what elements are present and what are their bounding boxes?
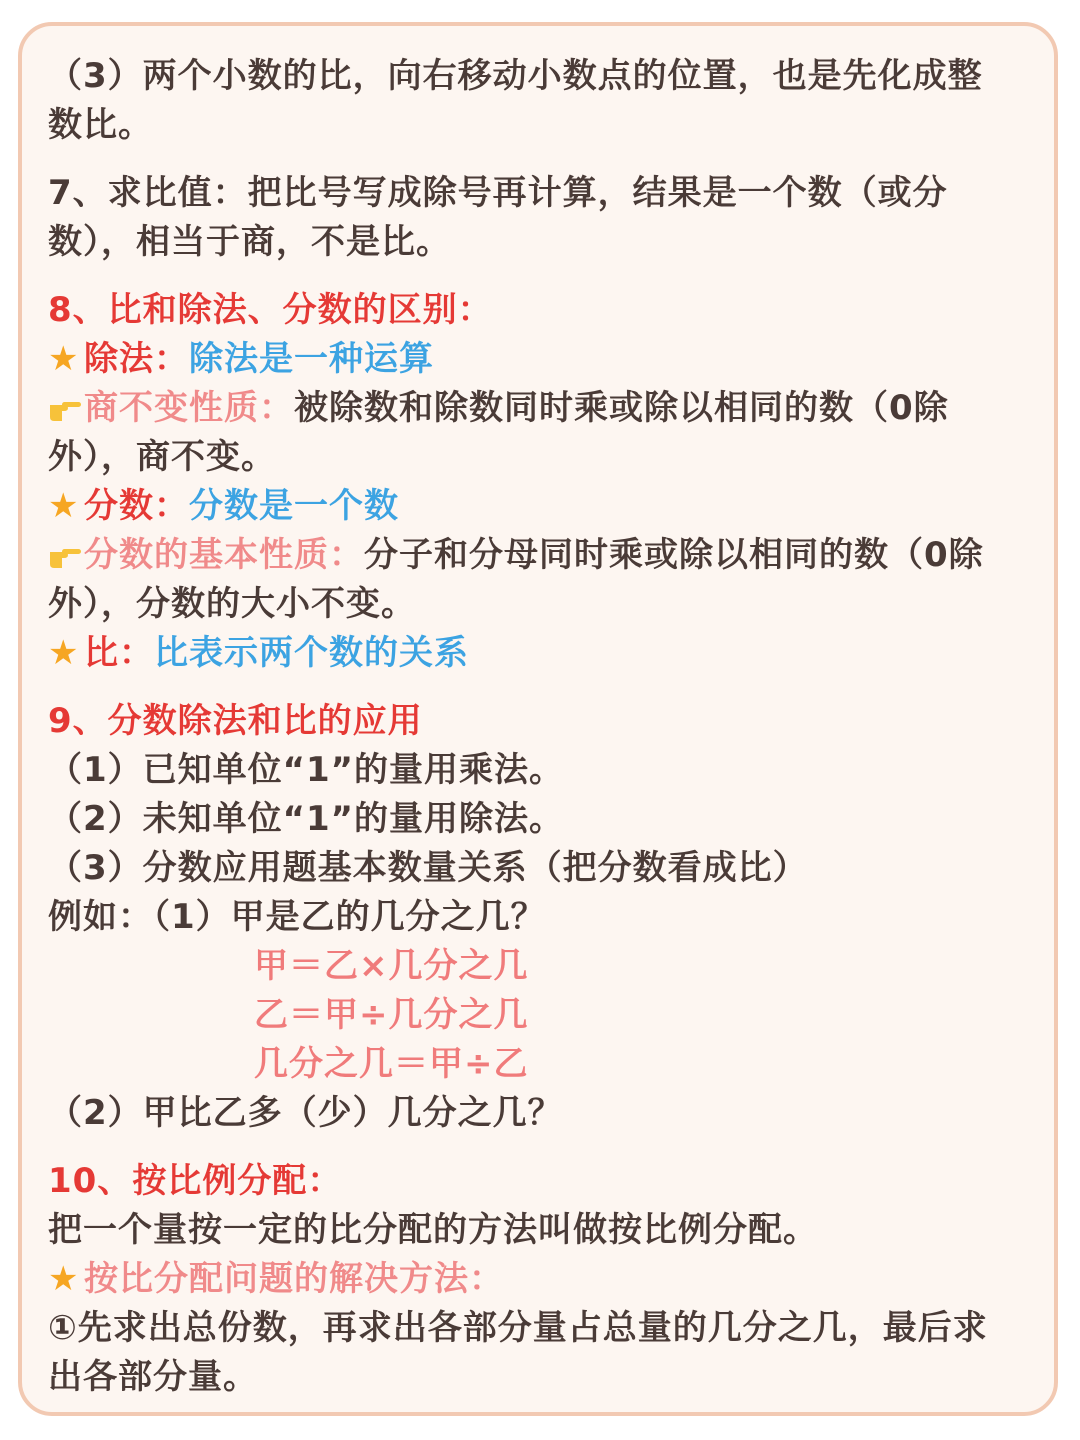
formula-1: 甲＝乙×几分之几 bbox=[254, 946, 529, 986]
ratio-label: 比： bbox=[84, 633, 154, 673]
example-2: （2）甲比乙多（少）几分之几？ bbox=[48, 1093, 563, 1133]
pointing-hand-icon bbox=[48, 393, 82, 423]
example-1: 例如：（1）甲是乙的几分之几？ bbox=[48, 897, 546, 937]
ratio-row bbox=[48, 629, 1033, 678]
fraction-property-line1: 分数的基本性质：分子和分母同时乘或除以相同的数（0除 bbox=[48, 531, 1033, 580]
s9-title: 9、分数除法和比的应用 bbox=[48, 701, 423, 741]
s8-title: 8、比和除法、分数的区别： bbox=[48, 290, 493, 330]
division-text: 除法是一种运算 bbox=[189, 339, 434, 379]
s9-item2: （2）未知单位“1”的量用除法。 bbox=[48, 799, 565, 839]
star-icon: ★ bbox=[48, 486, 80, 526]
division-label: 除法： bbox=[84, 339, 189, 379]
division-property-line1: 商不变性质：被除数和除数同时乘或除以相同的数（0除 bbox=[48, 384, 1033, 433]
method-label: 按比分配问题的解决方法： bbox=[84, 1259, 504, 1299]
division-row bbox=[48, 335, 1033, 384]
fraction-property-line2: 外），分数的大小不变。 bbox=[48, 584, 416, 624]
note-content bbox=[48, 52, 1033, 1402]
formula-3: 几分之几＝甲÷乙 bbox=[254, 1044, 529, 1084]
division-property-line2: 外），商不变。 bbox=[48, 437, 276, 477]
star-icon: ★ bbox=[48, 1259, 80, 1299]
method-row bbox=[48, 1255, 1033, 1304]
division-property-label: 商不变性质： bbox=[84, 388, 294, 428]
fraction-property-label: 分数的基本性质： bbox=[84, 535, 364, 575]
division-property bbox=[48, 384, 1033, 482]
method-1-line2: 出各部分量。 bbox=[48, 1357, 258, 1397]
s9-item3: （3）分数应用题基本数量关系（把分数看成比） bbox=[48, 848, 808, 888]
s3-item3 bbox=[48, 52, 1033, 150]
fraction-text: 分数是一个数 bbox=[189, 486, 399, 526]
s3-item3-line1: （3）两个小数的比，向右移动小数点的位置，也是先化成整 bbox=[48, 56, 983, 96]
method-1 bbox=[48, 1304, 1033, 1402]
star-icon: ★ bbox=[48, 339, 80, 379]
pointing-hand-icon bbox=[48, 540, 82, 570]
s7-line2: 数），相当于商，不是比。 bbox=[48, 222, 451, 262]
s7-block bbox=[48, 169, 1033, 267]
method-1-line1: ①先求出总份数，再求出各部分量占总量的几分之几，最后求 bbox=[48, 1308, 988, 1348]
s10-definition: 把一个量按一定的比分配的方法叫做按比例分配。 bbox=[48, 1210, 818, 1250]
fraction-row bbox=[48, 482, 1033, 531]
fraction-label: 分数： bbox=[84, 486, 189, 526]
star-icon: ★ bbox=[48, 633, 80, 673]
formula-2: 乙＝甲÷几分之几 bbox=[254, 995, 529, 1035]
s10-title: 10、按比例分配： bbox=[48, 1161, 343, 1201]
s7-line1: 7、求比值：把比号写成除号再计算，结果是一个数（或分 bbox=[48, 173, 948, 213]
s9-item1: （1）已知单位“1”的量用乘法。 bbox=[48, 750, 565, 790]
fraction-property bbox=[48, 531, 1033, 629]
s3-item3-line2: 数比。 bbox=[48, 105, 153, 145]
ratio-text: 比表示两个数的关系 bbox=[154, 633, 469, 673]
